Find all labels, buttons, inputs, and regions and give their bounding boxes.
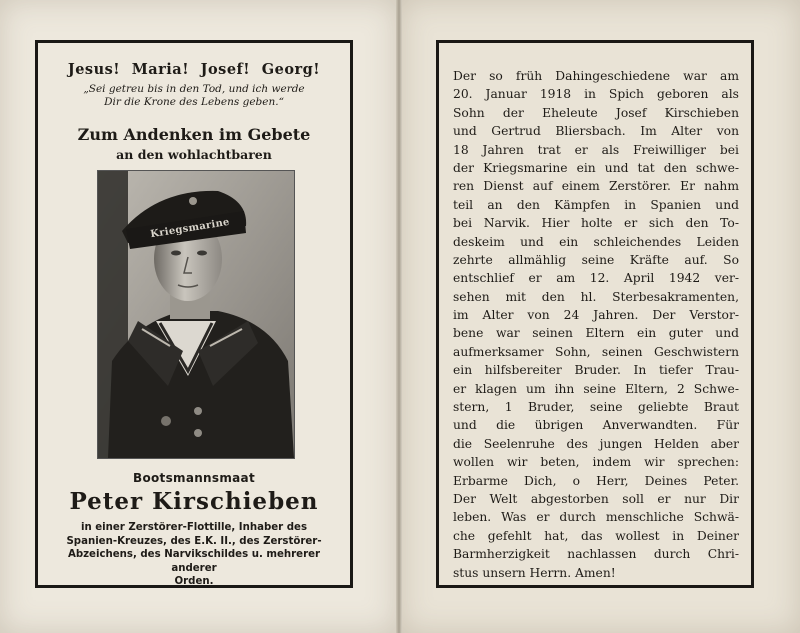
biography-line: sehen mit den hl. Sterbesakramenten,: [453, 289, 739, 304]
biography-line: teil an den Kämpfen in Spanien und: [453, 197, 739, 212]
biography-line: 20. Januar 1918 in Spich geboren als: [453, 87, 739, 102]
biography-line: im Alter von 24 Jahren. Der Verstor-: [453, 308, 739, 323]
biography-line: wollen wir beten, indem wir sprechen:: [453, 455, 739, 470]
cap-band-text: Kriegsmarine: [149, 216, 231, 241]
right-black-frame: [436, 40, 754, 588]
biography-line: Erbarme Dich, o Herr, Deines Peter.: [453, 473, 739, 488]
biography-line: deskeim und ein schleichendes Leiden: [453, 234, 739, 249]
biography-line: Der so früh Dahingeschiedene war am: [453, 69, 739, 83]
memorial-heading: Zum Andenken im Gebete: [77, 125, 311, 144]
description-line: Orden.: [174, 576, 214, 587]
biography-line: stern, 1 Bruder, seine geliebte Braut: [453, 400, 739, 415]
biography-line: und Gertrud Bliersbach. Im Alter von: [453, 124, 739, 139]
rank-label: Bootsmannsmaat: [133, 471, 255, 485]
biography-line: zehrte allmählig seine Kräfte auf. So: [453, 252, 739, 267]
memorial-subheading: an den wohlachtbaren: [116, 147, 272, 162]
invocation-josef: Josef!: [200, 61, 251, 78]
portrait-photo: [97, 170, 295, 459]
service-description: [46, 521, 342, 589]
invocation-line: [38, 61, 350, 78]
biography-line: der Kriegsmarine ein und tat den schwe-: [453, 160, 739, 175]
description-line: Spanien-Kreuzes, des E.K. II., des Zerstörer-: [66, 535, 322, 547]
description-line: in einer Zerstörer-Flottille, Inhaber des: [80, 522, 308, 533]
invocation-jesus: Jesus!: [67, 61, 121, 78]
biography-line: entschlief er am 12. April 1942 ver-: [453, 271, 739, 286]
deceased-name: Peter Kirschieben: [69, 488, 319, 515]
biography-line: ren Dienst auf einem Zerstörer. Er nahm: [453, 179, 739, 194]
quote-line: „Sei getreu bis in den Tod, und ich werde: [83, 83, 305, 95]
quote-line: Dir die Krone des Lebens geben.“: [104, 96, 284, 108]
biography-line: leben. Was er durch menschliche Schwä-: [453, 510, 739, 525]
biography-line: Barmherzigkeit nachlassen durch Chri-: [453, 547, 739, 562]
biography-line: bei Narvik. Hier holte er sich den To-: [453, 216, 739, 231]
biography-text: [453, 67, 739, 582]
biography-line: Der Welt abgestorben soll er nur Dir: [453, 491, 739, 506]
left-black-frame: [35, 40, 353, 588]
biography-line: Sohn der Eheleute Josef Kirschieben: [453, 105, 739, 120]
biography-line: bene war seinen Eltern ein guter und: [453, 326, 739, 341]
card-fold: [396, 0, 402, 633]
biography-line: stus unsern Herrn. Amen!: [453, 565, 616, 580]
description-line: Abzeichens, des Narvikschildes u. mehrerer anderer: [67, 549, 321, 574]
invocation-georg: Georg!: [261, 61, 321, 78]
invocation-maria: Maria!: [131, 61, 190, 78]
scripture-quote: [54, 83, 334, 109]
sailor-portrait-image: [98, 171, 294, 458]
biography-line: er klagen um ihn seine Eltern, 2 Schwe-: [453, 381, 739, 396]
biography-line: che gefehlt hat, das wollest in Deiner: [453, 528, 739, 543]
biography-line: die Seelenruhe des jungen Helden aber: [453, 436, 739, 451]
biography-line: ein hilfsbereiter Bruder. In tiefer Trau-: [453, 363, 739, 378]
biography-line: und die übrigen Anverwandten. Für: [453, 418, 739, 433]
biography-line: aufmerksamer Sohn, seinen Geschwistern: [453, 344, 739, 359]
biography-line: 18 Jahren trat er als Freiwilliger bei: [453, 142, 739, 157]
